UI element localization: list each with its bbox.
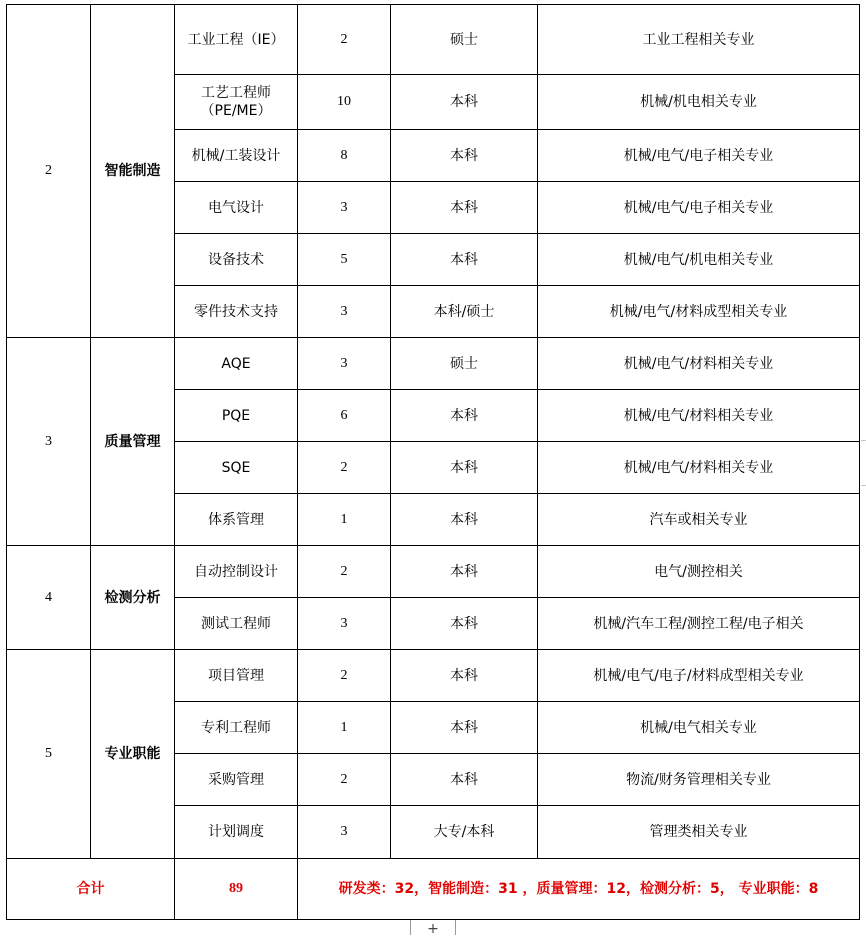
position-cell: SQE [175, 442, 298, 494]
position-cell: 自动控制设计 [175, 546, 298, 598]
count-cell: 3 [298, 598, 391, 650]
position-cell: 工业工程（IE） [175, 5, 298, 75]
edge-mark [861, 485, 866, 486]
position-cell: 专利工程师 [175, 702, 298, 754]
education-cell: 本科 [391, 390, 538, 442]
major-cell: 机械/电气相关专业 [538, 702, 860, 754]
major-cell: 物流/财务管理相关专业 [538, 754, 860, 806]
education-cell: 大专/本科 [391, 806, 538, 859]
position-line: 工艺工程师 [201, 85, 271, 101]
education-cell: 本科 [391, 702, 538, 754]
major-cell: 机械/汽车工程/测控工程/电子相关 [538, 598, 860, 650]
group-category: 质量管理 [91, 338, 175, 546]
count-cell: 2 [298, 754, 391, 806]
position-cell: 机械/工装设计 [175, 130, 298, 182]
count-cell: 1 [298, 494, 391, 546]
count-cell: 5 [298, 234, 391, 286]
major-cell: 机械/电气/电子/材料成型相关专业 [538, 650, 860, 702]
table-row [7, 338, 860, 390]
education-cell: 硕士 [391, 338, 538, 390]
count-cell: 8 [298, 130, 391, 182]
count-cell: 3 [298, 182, 391, 234]
major-cell: 机械/电气/机电相关专业 [538, 234, 860, 286]
position-cell: 电气设计 [175, 182, 298, 234]
group-number: 5 [7, 650, 91, 859]
group-category: 智能制造 [91, 5, 175, 338]
education-cell: 本科 [391, 546, 538, 598]
major-cell: 机械/电气/电子相关专业 [538, 130, 860, 182]
group-category: 检测分析 [91, 546, 175, 650]
total-label: 合计 [7, 859, 175, 920]
education-cell: 本科 [391, 130, 538, 182]
edge-mark [861, 440, 866, 441]
education-cell: 本科 [391, 650, 538, 702]
education-cell: 本科/硕士 [391, 286, 538, 338]
major-cell: 机械/电气/材料相关专业 [538, 338, 860, 390]
education-cell: 本科 [391, 234, 538, 286]
count-cell: 10 [298, 75, 391, 130]
major-cell: 机械/电气/材料相关专业 [538, 390, 860, 442]
position-cell: 项目管理 [175, 650, 298, 702]
position-cell: AQE [175, 338, 298, 390]
count-cell: 2 [298, 546, 391, 598]
count-cell: 1 [298, 702, 391, 754]
total-value: 89 [175, 859, 298, 920]
group-number: 2 [7, 5, 91, 338]
recruitment-table [6, 4, 860, 920]
position-cell: 零件技术支持 [175, 286, 298, 338]
major-cell: 电气/测控相关 [538, 546, 860, 598]
position-cell: 体系管理 [175, 494, 298, 546]
count-cell: 2 [298, 5, 391, 75]
major-cell: 机械/电气/材料成型相关专业 [538, 286, 860, 338]
group-number: 3 [7, 338, 91, 546]
education-cell: 本科 [391, 182, 538, 234]
position-cell: PQE [175, 390, 298, 442]
position-line: （PE/ME） [200, 103, 272, 119]
position-cell: 测试工程师 [175, 598, 298, 650]
education-cell: 本科 [391, 754, 538, 806]
count-cell: 2 [298, 650, 391, 702]
major-cell: 汽车或相关专业 [538, 494, 860, 546]
count-cell: 3 [298, 338, 391, 390]
education-cell: 本科 [391, 598, 538, 650]
position-cell: 计划调度 [175, 806, 298, 859]
add-sheet-button[interactable]: + [410, 920, 456, 935]
major-cell: 机械/电气/电子相关专业 [538, 182, 860, 234]
group-category: 专业职能 [91, 650, 175, 859]
major-cell: 工业工程相关专业 [538, 5, 860, 75]
education-cell: 本科 [391, 442, 538, 494]
education-cell: 本科 [391, 494, 538, 546]
table-row [7, 5, 860, 75]
position-cell: 设备技术 [175, 234, 298, 286]
table-row [7, 650, 860, 702]
position-cell: 采购管理 [175, 754, 298, 806]
major-cell: 管理类相关专业 [538, 806, 860, 859]
count-cell: 6 [298, 390, 391, 442]
position-cell [175, 75, 298, 130]
table-row [7, 546, 860, 598]
education-cell: 硕士 [391, 5, 538, 75]
education-cell: 本科 [391, 75, 538, 130]
total-summary: 研发类：32，智能制造：31 ，质量管理：12，检测分析：5， 专业职能：8 [298, 859, 860, 920]
major-cell: 机械/机电相关专业 [538, 75, 860, 130]
major-cell: 机械/电气/材料相关专业 [538, 442, 860, 494]
count-cell: 3 [298, 286, 391, 338]
group-number: 4 [7, 546, 91, 650]
count-cell: 2 [298, 442, 391, 494]
total-row [7, 859, 860, 920]
count-cell: 3 [298, 806, 391, 859]
